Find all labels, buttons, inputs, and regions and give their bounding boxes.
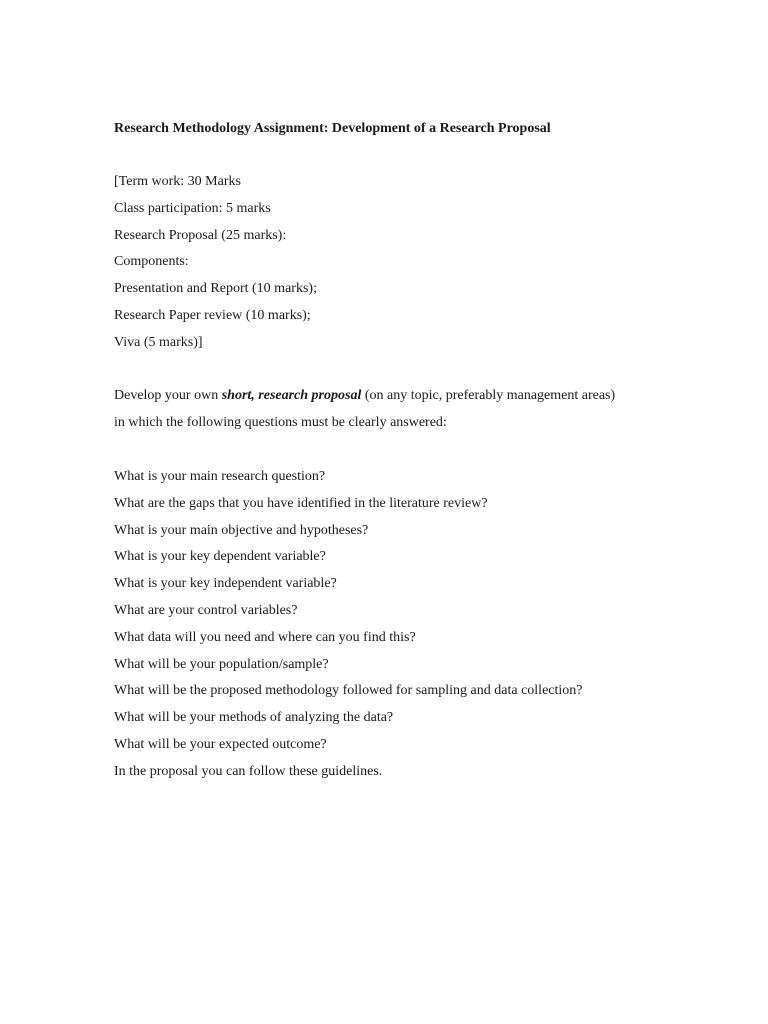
question-item: What will be your expected outcome? [114,736,327,752]
document-title: Research Methodology Assignment: Development of a Research Proposal [114,121,551,136]
marks-line: Viva (5 marks)] [114,334,203,350]
marks-breakdown-list [114,172,317,360]
marks-line: Class participation: 5 marks [114,200,271,216]
question-item: What will be the proposed methodology followed for sampling and data collection? [114,683,583,699]
intro-prefix: Develop your own [114,388,222,403]
marks-line: Research Proposal (25 marks): [114,227,287,243]
question-item: What are the gaps that you have identified in the literature review? [114,495,488,511]
intro-line-2: in which the following questions must be clearly answered: [114,414,447,430]
marks-line: Components: [114,254,189,270]
marks-line: Research Paper review (10 marks); [114,307,311,323]
question-item: What is your main research question? [114,469,326,484]
question-item: What is your main objective and hypotheses? [114,522,369,538]
intro-suffix: (on any topic, preferably management areas) [361,388,616,403]
question-item: What are your control variables? [114,602,298,618]
question-item: What will be your population/sample? [114,656,329,672]
question-item: What will be your methods of analyzing the data? [114,710,394,726]
marks-line: Presentation and Report (10 marks); [114,281,317,297]
intro-emphasis: short, research proposal [221,388,362,403]
question-item: What is your key dependent variable? [114,549,326,565]
questions-list [114,467,583,789]
question-item: What is your key independent variable? [114,576,337,592]
guidelines-line: In the proposal you can follow these guidelines. [114,763,383,779]
marks-line: [Term work: 30 Marks [114,174,241,189]
intro-line-1 [114,386,615,413]
intro-paragraph [114,386,615,440]
question-item: What data will you need and where can you find this? [114,629,416,645]
